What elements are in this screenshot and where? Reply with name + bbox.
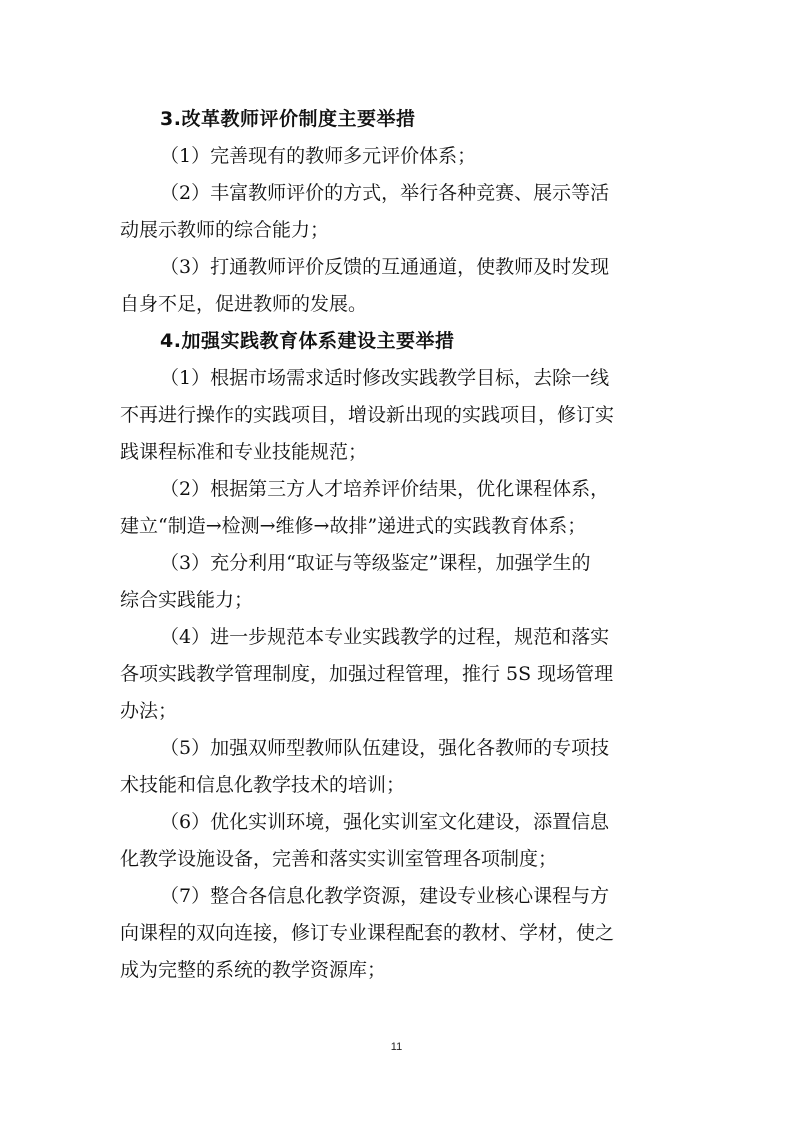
paragraph-line: 术技能和信息化教学技术的培训； (120, 774, 406, 796)
section-3-item-2 (120, 175, 675, 249)
page-number: 11 (390, 1041, 403, 1053)
paragraph-line: 动展示教师的综合能力； (120, 219, 330, 241)
page-content (120, 101, 675, 989)
section-3-item-3 (120, 249, 675, 323)
section-4-item-5 (120, 730, 675, 804)
paragraph-line: （6）优化实训环境，强化实训室文化建设，添置信息 (160, 811, 610, 833)
section-4-item-7 (120, 878, 675, 989)
paragraph-line: （1）完善现有的教师多元评价体系； (160, 145, 477, 167)
section-3-item-1 (120, 138, 675, 175)
paragraph-line: 成为完整的系统的教学资源库； (120, 959, 387, 981)
section-4-item-3 (120, 545, 675, 619)
paragraph-line: 践课程标准和专业技能规范； (120, 441, 368, 463)
paragraph-line: 综合实践能力； (120, 589, 254, 611)
paragraph-line: 不再进行操作的实践项目，增设新出现的实践项目，修订实 (120, 404, 615, 426)
section-4-item-2 (120, 471, 675, 545)
paragraph-line: （3）充分利用“取证与等级鉴定”课程，加强学生的 (160, 552, 591, 574)
paragraph-line: （3）打通教师评价反馈的互通通道，使教师及时发现 (160, 256, 610, 278)
paragraph-line: （4）进一步规范本专业实践教学的过程，规范和落实 (160, 626, 610, 648)
paragraph-line: 各项实践教学管理制度，加强过程管理，推行 5S 现场管理 (120, 663, 614, 685)
paragraph-line: 建立“制造→检测→维修→故排”递进式的实践教育体系； (120, 515, 587, 537)
paragraph-line: 化教学设施设备，完善和落实实训室管理各项制度； (120, 848, 558, 870)
paragraph-line: 向课程的双向连接，修订专业课程配套的教材、学材，使之 (120, 922, 615, 944)
paragraph-line: 办法； (120, 700, 178, 722)
paragraph-line: （5）加强双师型教师队伍建设，强化各教师的专项技 (160, 737, 610, 759)
section-4-heading: 4.加强实践教育体系建设主要举措 (160, 330, 455, 352)
section-4-item-1 (120, 360, 675, 471)
paragraph-line: （7）整合各信息化教学资源，建设专业核心课程与方 (160, 885, 610, 907)
section-4-item-4 (120, 619, 675, 730)
paragraph-line: （1）根据市场需求适时修改实践教学目标，去除一线 (160, 367, 610, 389)
section-3-heading: 3.改革教师评价制度主要举措 (160, 108, 416, 130)
paragraph-line: （2）根据第三方人才培养评价结果，优化课程体系， (160, 478, 610, 500)
paragraph-line: （2）丰富教师评价的方式，举行各种竞赛、展示等活 (160, 182, 610, 204)
section-4-item-6 (120, 804, 675, 878)
paragraph-line: 自身不足，促进教师的发展。 (120, 293, 368, 315)
